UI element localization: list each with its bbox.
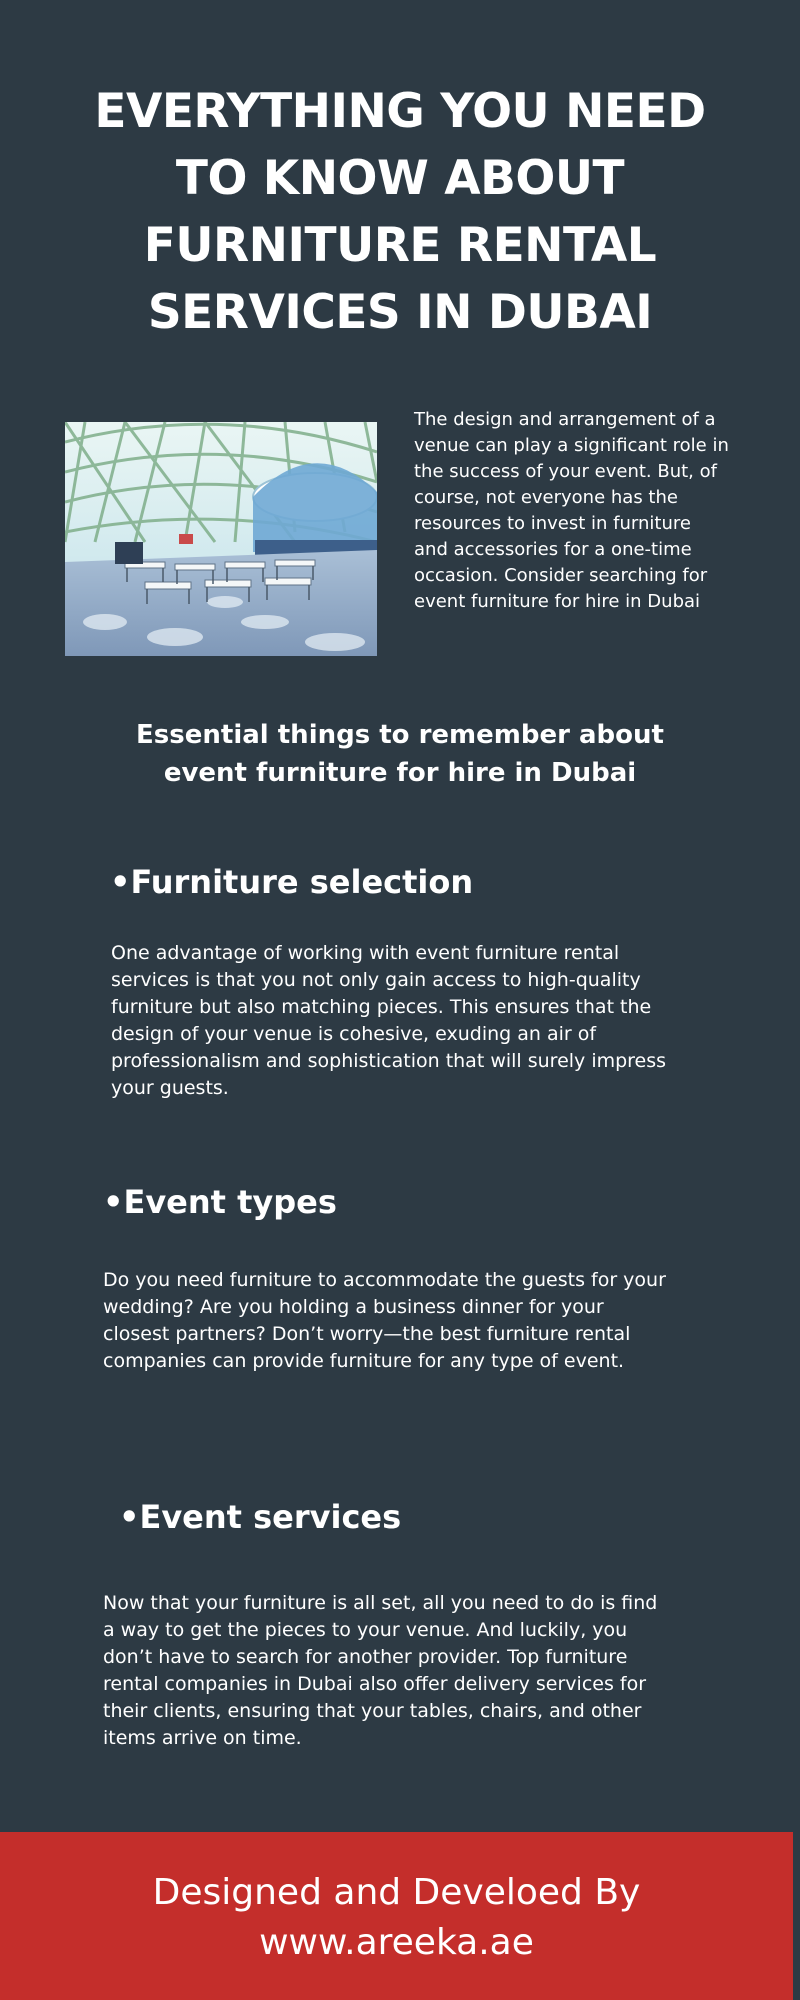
section-heading: Essential things to remember about event furniture for hire in Dubai [136,720,664,788]
item-title-furniture-selection: •Furniture selection [110,863,474,901]
intro-paragraph: The design and arrangement of a venue can play a significant role in the success of your event. But, of course, not everyone has the resources to invest in furniture and accessories for a one-time occasion. Consider searching for event furniture for hire in Dubai [414,409,729,612]
item-title-event-services: •Event services [119,1498,402,1536]
footer-credit: Designed and Develoed By [152,1872,641,1913]
page-title: EVERYTHING YOU NEED TO KNOW ABOUT FURNITURE RENTAL SERVICES IN DUBAI [94,84,706,340]
footer-website-link[interactable]: www.areeka.ae [259,1922,534,1963]
item-title-event-types: •Event types [103,1183,337,1221]
item-body-furniture-selection: One advantage of working with event furniture rental services is that you not only gain access to high-quality furniture but also matching pieces. This ensures that the design of your venue is cohesive, exuding an air of professionalism and sophistication that will surely impress your guests. [111,942,667,1099]
item-body-event-services: Now that your furniture is all set, all you need to do is find a way to get the pieces to your venue. And luckily, you don’t have to search for another provider. Top furniture rental companies in Dubai also offer delivery services for their clients, ensuring that your tables, chairs, and other items arrive on time. [103,1592,658,1749]
item-body-event-types: Do you need furniture to accommodate the guests for your wedding? Are you holding a business dinner for your closest partners? Don’t worry—the best furniture rental companies can provide furniture for any type of event. [103,1269,666,1372]
event-venue-photo [65,422,377,656]
